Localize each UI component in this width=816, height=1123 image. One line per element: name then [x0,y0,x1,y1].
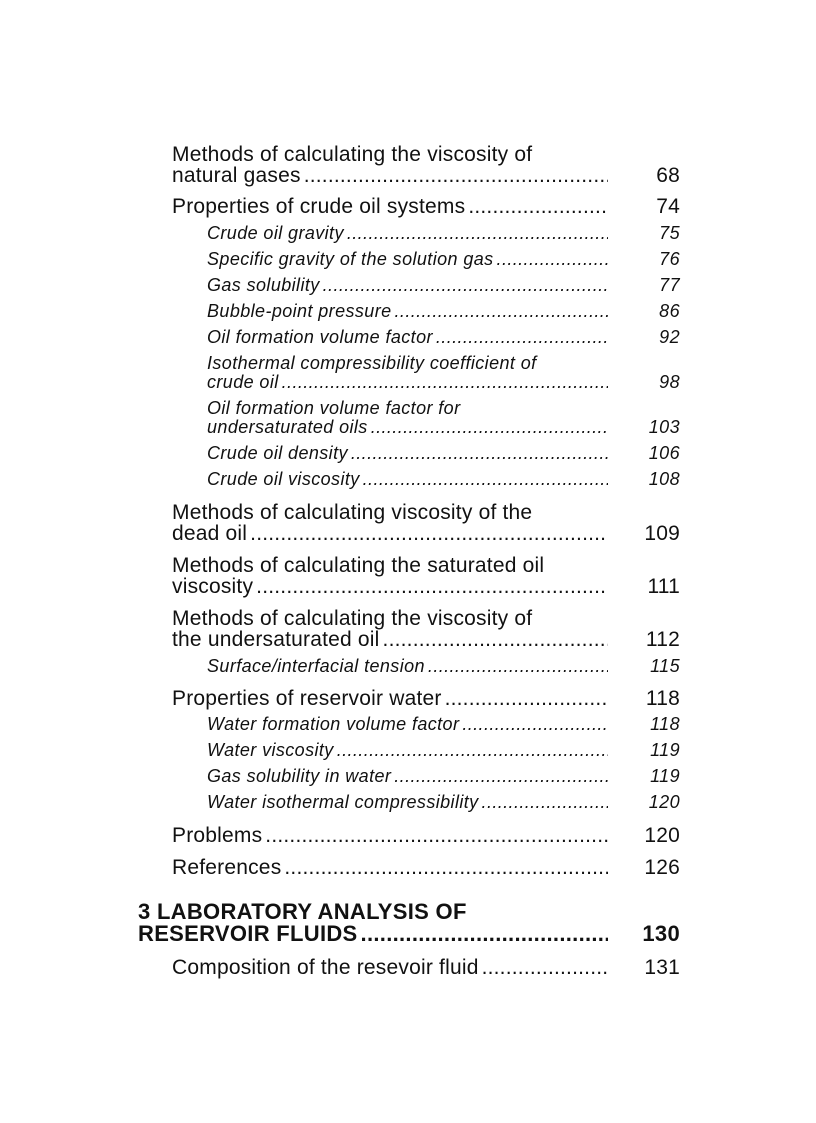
dot-leader [445,687,608,711]
toc-page-number: 98 [659,372,680,392]
toc-entry-leader-line [207,443,608,464]
dot-leader [394,766,608,787]
toc-entry-leader-line [207,656,608,677]
toc-entry-title: References [172,856,282,879]
dot-leader [363,469,608,490]
dot-leader [284,856,608,880]
toc-page-number: 75 [659,223,680,243]
dot-leader [482,956,608,980]
toc-page-number: 118 [650,714,680,734]
toc-entry-title: the undersaturated oil [172,628,380,651]
toc-page-number: 86 [659,301,680,321]
dot-leader [282,372,608,393]
toc-entry-leader-line [207,223,608,244]
dot-leader [256,575,608,599]
toc-page-number: 76 [659,249,680,269]
toc-entry-leader-line [172,628,608,652]
toc-page-number: 120 [644,824,680,847]
toc-page-number: 68 [656,164,680,187]
dot-leader [436,327,608,348]
toc-entry-title: crude oil [207,372,279,392]
dot-leader [361,921,608,947]
toc-page-number: 120 [648,792,680,812]
toc-entry-title: undersaturated oils [207,417,368,437]
toc-entry-title: Oil formation volume factor for [207,398,461,418]
toc-entry-title: Bubble-point pressure [207,301,392,321]
toc-page-number: 103 [648,417,680,437]
toc-page-number: 126 [644,856,680,879]
toc-entry-title: Methods of calculating the saturated oil [172,554,545,577]
dot-leader [304,164,608,188]
toc-page-number: 118 [645,687,680,710]
dot-leader [497,249,608,270]
toc-entry-title: Composition of the resevoir fluid [172,956,479,979]
toc-entry-leader-line [172,956,608,980]
toc-entry-leader-line [172,164,608,188]
toc-entry-leader-line [138,921,608,947]
dot-leader [383,628,608,652]
toc-page-number: 115 [650,656,680,676]
toc-entry-title: 3 LABORATORY ANALYSIS OF [138,899,467,924]
dot-leader [428,656,608,677]
toc-entry-leader-line [207,249,608,270]
toc-entry-leader-line [207,792,608,813]
toc-entry-title: Properties of crude oil systems [172,195,466,218]
toc-entry-leader-line [207,714,608,735]
toc-entry-leader-line [207,301,608,322]
toc-entry-title: Problems [172,824,263,847]
toc-page-number: 74 [656,195,680,218]
toc-entry-leader-line [172,195,608,219]
toc-entry-title: Gas solubility [207,275,320,295]
toc-entry-leader-line [207,327,608,348]
toc-page-number: 131 [644,956,680,979]
toc-page-number: 92 [659,327,680,347]
toc-entry-leader-line [172,856,608,880]
toc-entry-title: Isothermal compressibility coefficient of [207,353,537,373]
toc-entry-leader-line [172,687,608,711]
toc-entry-title: Methods of calculating the viscosity of [172,143,533,166]
dot-leader [371,417,608,438]
dot-leader [347,223,608,244]
toc-entry-title: Properties of reservoir water [172,687,442,710]
toc-entry-leader-line [207,275,608,296]
dot-leader [462,714,608,735]
toc-entry-title: Water formation volume factor [207,714,460,734]
dot-leader [468,195,608,219]
toc-entry-leader-line [207,372,608,393]
dot-leader [395,301,608,322]
toc-entry-title: Methods of calculating viscosity of the [172,501,533,524]
toc-page-number: 109 [644,522,680,545]
toc-entry-title: Methods of calculating the viscosity of [172,607,533,630]
toc-entry-title: Surface/interfacial tension [207,656,425,676]
toc-entry-title: Crude oil gravity [207,223,344,243]
toc-entry-title: RESERVOIR FLUIDS [138,921,358,946]
toc-page-number: 111 [647,575,680,598]
dot-leader [265,824,608,848]
toc-entry-title: Water viscosity [207,740,334,760]
dot-leader [482,792,608,813]
toc-entry-title: Oil formation volume factor [207,327,433,347]
toc-page-number: 119 [650,740,680,760]
toc-entry-title: Specific gravity of the solution gas [207,249,494,269]
dot-leader [337,740,608,761]
toc-page-number: 106 [648,443,680,463]
toc-page-number: 130 [642,921,680,946]
toc-page-number: 112 [645,628,680,651]
toc-entry-leader-line [172,575,608,599]
toc-page-number: 119 [650,766,680,786]
dot-leader [351,443,608,464]
toc-entry-title: Crude oil density [207,443,348,463]
toc-entry-leader-line [207,417,608,438]
toc-entry-leader-line [172,522,608,546]
toc-entry-title: viscosity [172,575,254,598]
toc-entry-title: natural gases [172,164,301,187]
toc-entry-leader-line [172,824,608,848]
toc-page-number: 77 [659,275,680,295]
toc-entry-title: Water isothermal compressibility [207,792,479,812]
toc-entry-leader-line [207,469,608,490]
dot-leader [250,522,608,546]
dot-leader [323,275,608,296]
toc-entry-title: Gas solubility in water [207,766,392,786]
toc-entry-title: dead oil [172,522,248,545]
toc-page-number: 108 [648,469,680,489]
toc-entry-title: Crude oil viscosity [207,469,360,489]
toc-entry-leader-line [207,766,608,787]
toc-entry-leader-line [207,740,608,761]
